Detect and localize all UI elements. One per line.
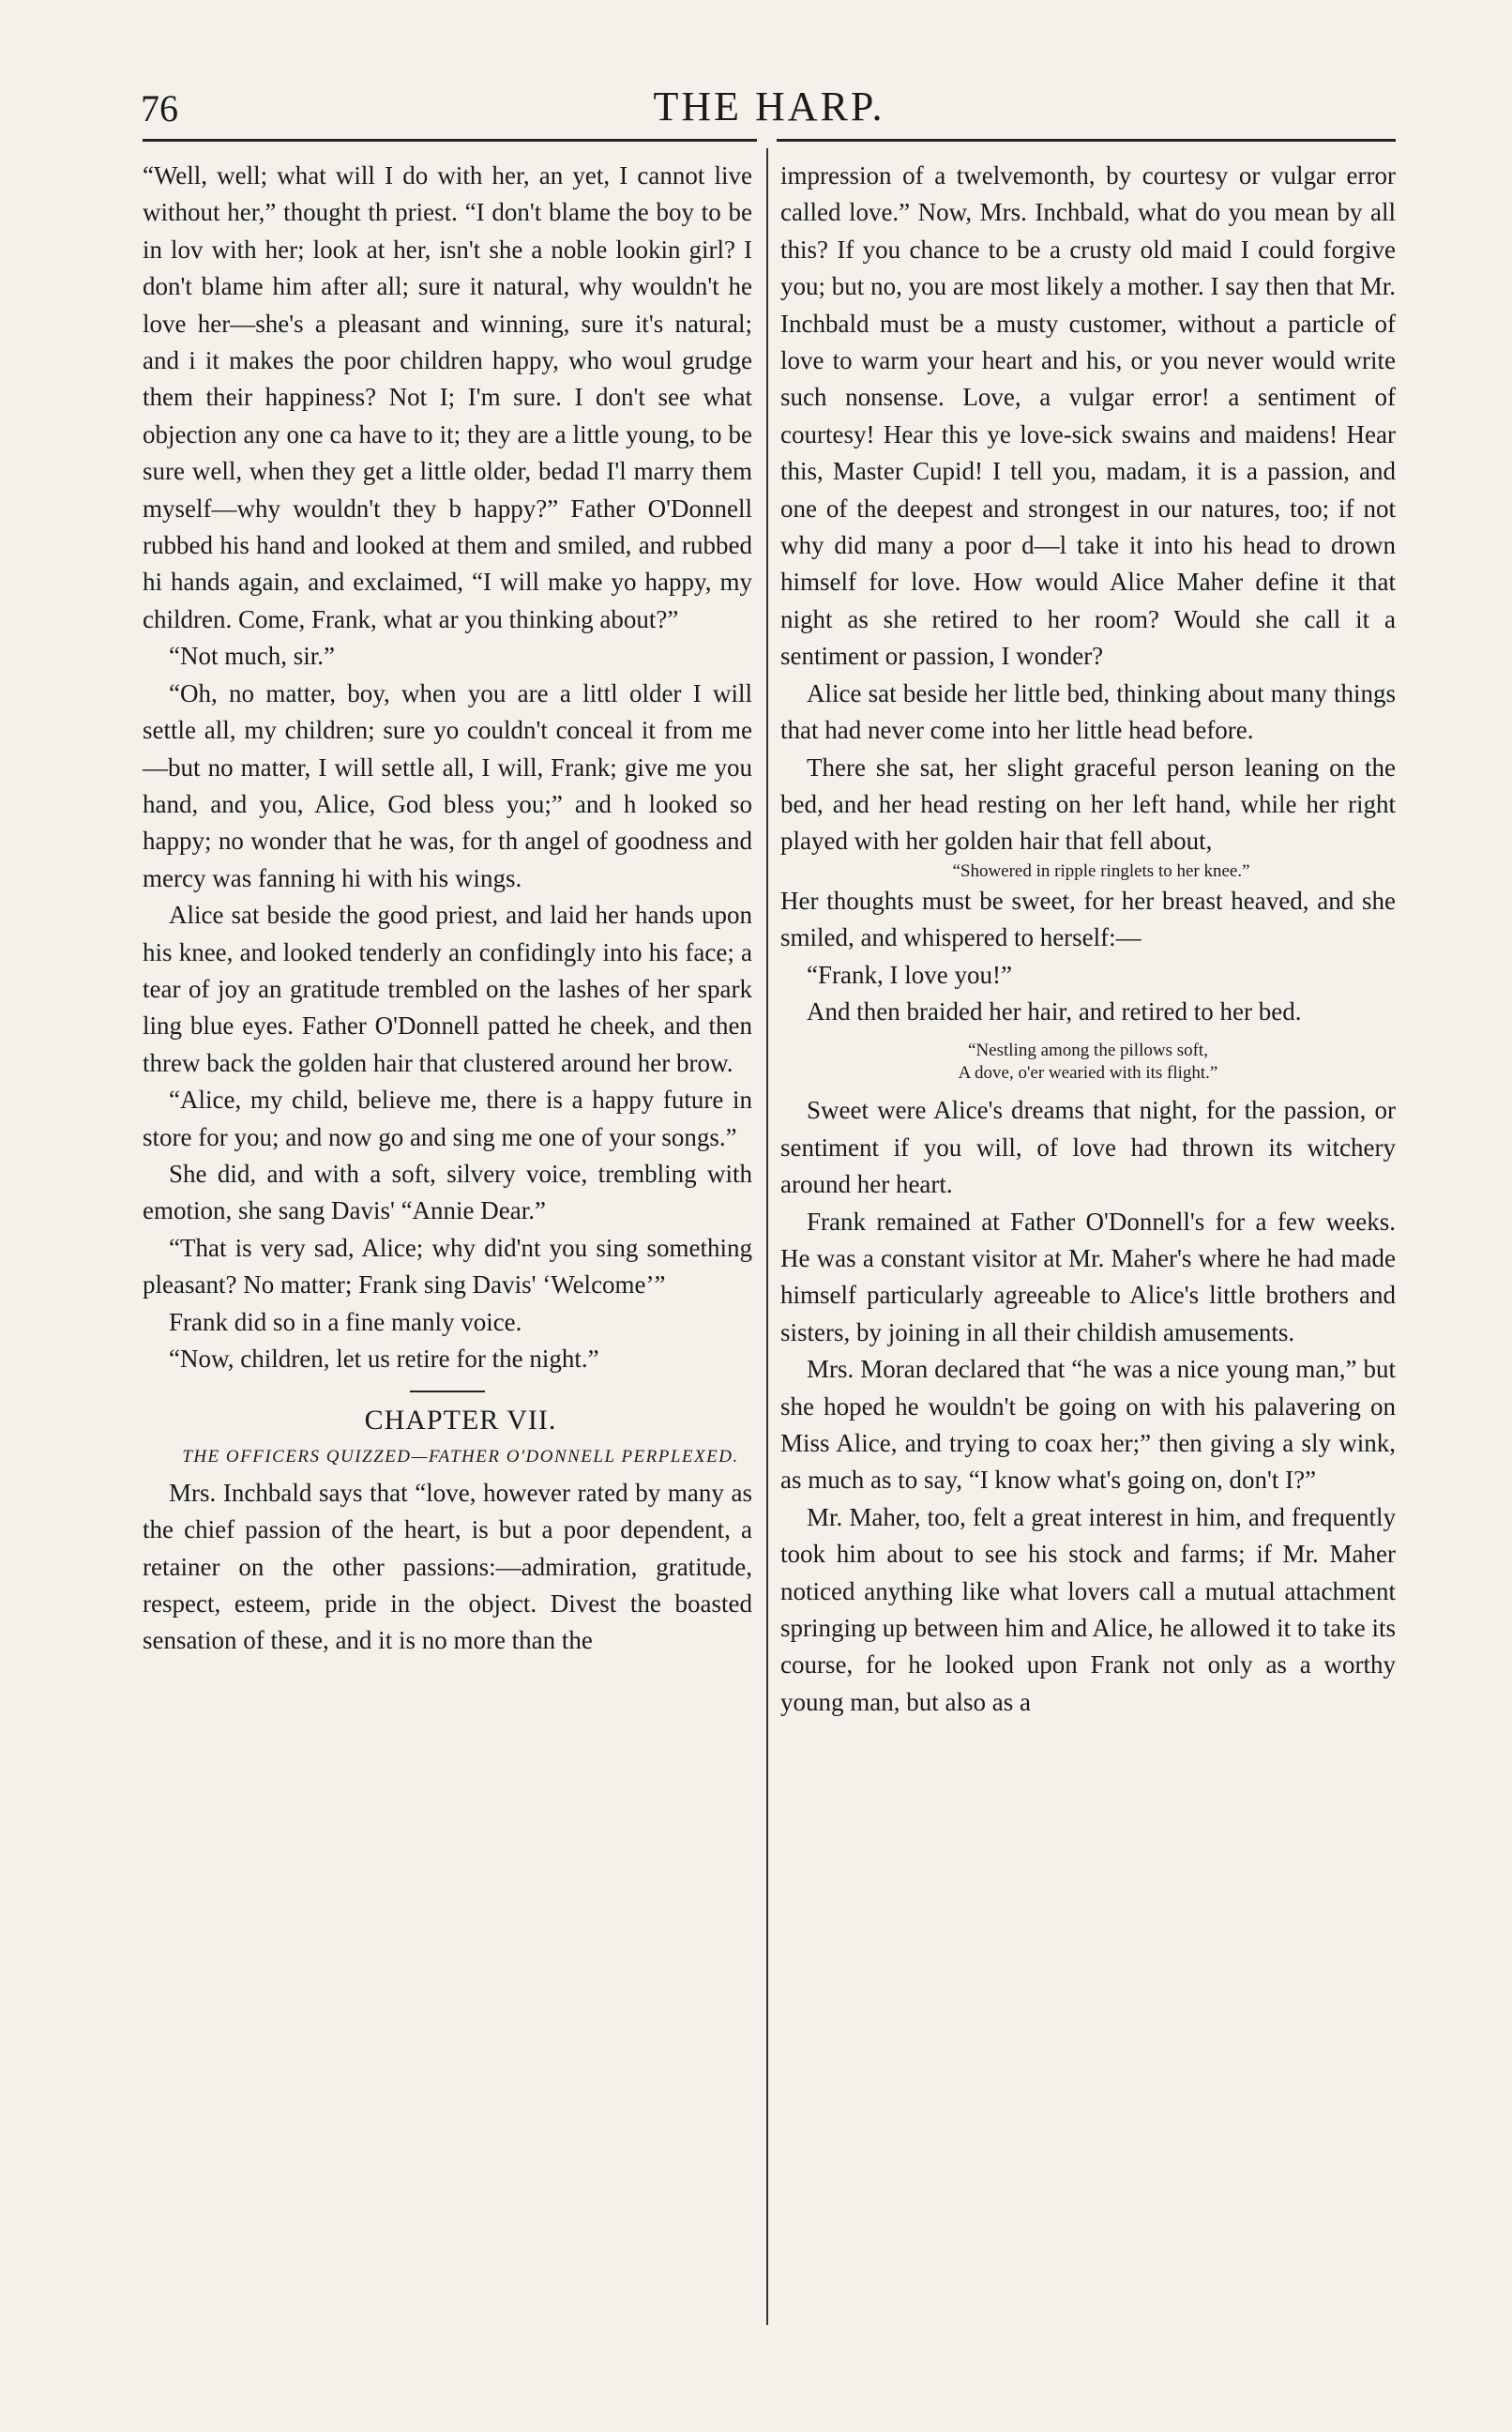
paragraph: Mrs. Moran declared that “he was a nice young man,” but she hoped he wouldn't be going on with his palavering on Miss Alice, and trying to coax her;” then giving a sly wink, as much as to say, “I know what's going on, don't I?” xyxy=(780,1355,1396,1495)
chapter-rule xyxy=(410,1391,485,1392)
paragraph: Mrs. Inchbald says that “love, however rated by many as the chief passion of the heart, is but a poor dependent, a retainer on the other passions:—admiration, gratitude, respect, esteem, pride in the object. Divest the boasted sensation of these, and it is no more than the xyxy=(143,1478,752,1655)
paragraph: Alice sat beside the good priest, and laid her hands upon his knee, and looked tenderly an confidingly into his face; a tear of joy an gratitude trembled on the lashes of her spark ling blue eyes. Father O'Donnell patted he cheek, and then threw back the golden hair that clustered around her brow. xyxy=(143,901,752,1077)
page-header xyxy=(141,83,1398,139)
paragraph: “Not much, sir.” xyxy=(169,642,335,671)
verse-line: “Nestling among the pillows soft, xyxy=(968,1041,1208,1061)
paragraph: Alice sat beside her little bed, thinking about many things that had never come into her little head before. xyxy=(780,678,1396,745)
paragraph: “Frank, I love you!” xyxy=(807,960,1012,989)
header-rule-left xyxy=(143,139,757,142)
paragraph: Mr. Maher, too, felt a great interest in him, and frequently took him about to see his stock and farms; if Mr. Maher noticed anything like what lovers call a mutual attachment springing up between him and Alice, he allowed it to take its course, for he looked upon Frank not only as a worthy young man, but also as a xyxy=(780,1502,1396,1716)
paragraph: Her thoughts must be sweet, for her breast heaved, and she smiled, and whispered to herself:— xyxy=(780,886,1396,952)
paragraph: “That is very sad, Alice; why did'nt you sing something pleasant? No matter; Frank sing Davis' ‘Welcome’” xyxy=(143,1233,752,1300)
paragraph: And then braided her hair, and retired to her bed. xyxy=(807,996,1302,1026)
verse-quote xyxy=(780,1040,1396,1085)
running-title: THE HARP. xyxy=(653,84,885,129)
paragraph: Frank did so in a fine manly voice. xyxy=(169,1307,522,1336)
verse-quote: “Showered in ripple ringlets to her knee.” xyxy=(952,860,1250,881)
column-divider xyxy=(766,148,768,2325)
header-rule-right xyxy=(777,139,1396,142)
paragraph: “Well, well; what will I do with her, an yet, I cannot live without her,” thought th priest. “I don't blame the boy to be in lov with her; look at her, isn't she a noble lookin girl? I don't blame him after all; sure it natural, why wouldn't he love her—she's a pleasant and winning, sure it's natural; and i it makes the poor children happy, who woul grudge them their happiness? Not I; I'm sure. I don't see what objection any one ca have to it; they are a little young, to be sure well, when they get a little older, bedad I'l marry them myself—why wouldn't they b happy?” Father O'Donnell rubbed his hand and looked at them and smiled, and rubbed hi hands again, and exclaimed, “I will make yo happy, my children. Come, Frank, what ar you thinking about?” xyxy=(143,161,752,633)
chapter-title: CHAPTER VII. xyxy=(364,1405,557,1436)
paragraph: Frank remained at Father O'Donnell's for a few weeks. He was a constant visitor at Mr. Maher's where he had made himself particularly agreeable to Alice's little brothers and sisters, by joining in all their childish amusements. xyxy=(780,1207,1396,1346)
chapter-subtitle: THE OFFICERS QUIZZED—FATHER O'DONNELL PERPLEXED. xyxy=(182,1446,739,1467)
paragraph: impression of a twelvemonth, by courtesy or vulgar error called love.” Now, Mrs. Inchbald, what do you mean by all this? If you chance to be a crusty old maid I could forgive you; but no, you are most likely a mother. I say then that Mr. Inchbald must be a musty customer, without a particle of love to warm your heart and his, or you never would write such nonsense. Love, a vulgar error! a sentiment of courtesy! Hear this ye love-sick swains and maidens! Hear this, Master Cupid! I tell you, madam, it is a passion, and one of the deepest and strongest in our natures, too; if not why did many a poor d—l take it into his head to drown himself for love. How would Alice Maher define it that night as she retired to her room? Would she call it a sentiment or passion, I wonder? xyxy=(780,161,1396,671)
paragraph: She did, and with a soft, silvery voice, trembling with emotion, she sang Davis' “Annie Dear.” xyxy=(143,1159,752,1225)
right-column xyxy=(780,158,1396,1721)
page-number: 76 xyxy=(141,87,178,129)
left-column xyxy=(143,158,752,1660)
paragraph: “Now, children, let us retire for the night.” xyxy=(169,1345,599,1373)
paragraph: There she sat, her slight graceful person leaning on the bed, and her head resting on her left hand, while her right played with her golden hair that fell about, xyxy=(780,752,1396,856)
paragraph: “Oh, no matter, boy, when you are a littl older I will settle all, my children; sure yo couldn't conceal it from me—but no matter, I will settle all, I will, Frank; give me you hand, and you, Alice, God bless you;” and h looked so happy; no wonder that he was, for th angel of goodness and mercy was fanning hi with his wings. xyxy=(143,678,752,892)
verse-line: A dove, o'er wearied with its flight.” xyxy=(958,1063,1218,1084)
paragraph: “Alice, my child, believe me, there is a happy future in store for you; and now go and sing me one of your songs.” xyxy=(143,1086,752,1151)
paragraph: Sweet were Alice's dreams that night, for the passion, or sentiment if you will, of love had thrown its witchery around her heart. xyxy=(780,1096,1396,1199)
